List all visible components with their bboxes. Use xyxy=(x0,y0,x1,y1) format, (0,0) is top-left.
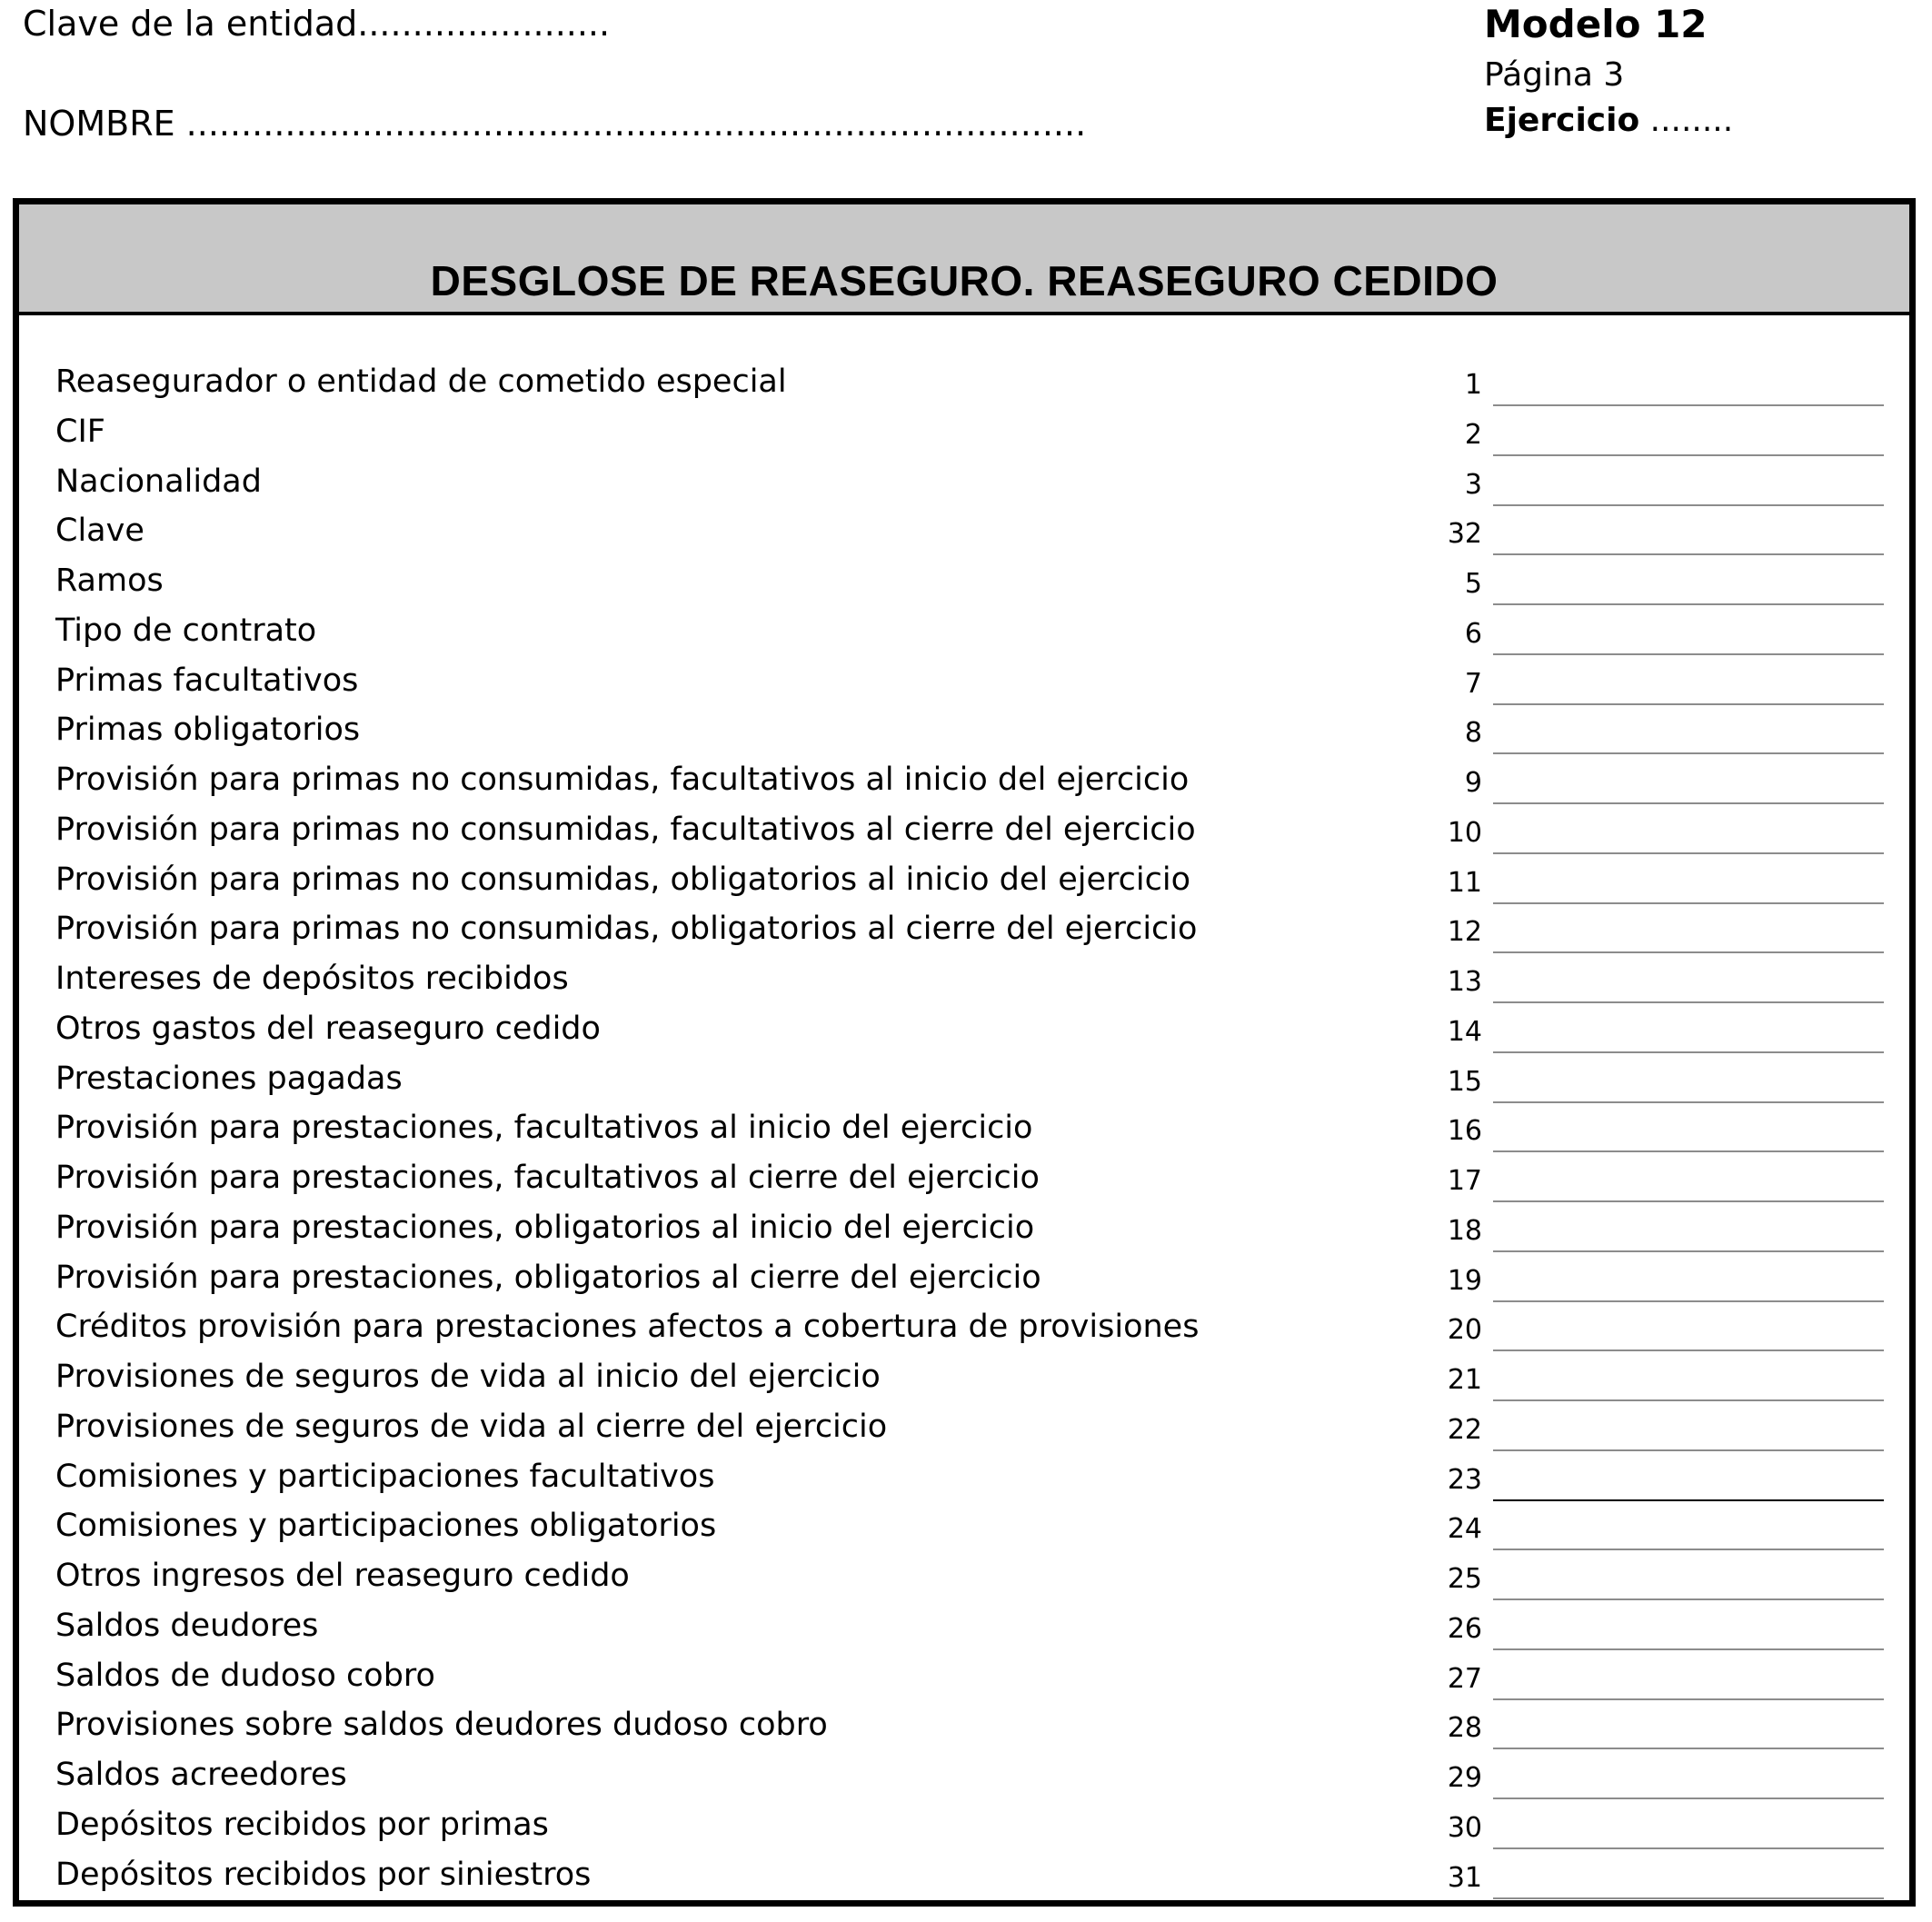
row-code: 10 xyxy=(1447,816,1482,849)
row-entry-field[interactable] xyxy=(1493,1798,1884,1799)
row-entry-field[interactable] xyxy=(1493,1150,1884,1152)
row-entry-field[interactable] xyxy=(1493,1897,1884,1899)
row-code: 26 xyxy=(1447,1612,1482,1645)
form-row xyxy=(19,1153,1909,1203)
row-code: 20 xyxy=(1447,1314,1482,1347)
row-code: 15 xyxy=(1447,1065,1482,1098)
row-entry-field[interactable] xyxy=(1493,752,1884,754)
row-entry-field[interactable] xyxy=(1493,1449,1884,1451)
row-entry-field[interactable] xyxy=(1493,1399,1884,1401)
row-entry-field[interactable] xyxy=(1493,1549,1884,1550)
form-row xyxy=(19,1402,1909,1452)
row-code: 22 xyxy=(1447,1413,1482,1446)
row-entry-field[interactable] xyxy=(1493,1598,1884,1600)
row-code: 30 xyxy=(1447,1811,1482,1844)
row-entry-field[interactable] xyxy=(1493,1698,1884,1700)
form-row xyxy=(19,357,1909,407)
form-row xyxy=(19,1750,1909,1800)
form-row xyxy=(19,855,1909,905)
row-code: 9 xyxy=(1464,767,1482,799)
form-row xyxy=(19,1054,1909,1104)
row-code: 27 xyxy=(1447,1662,1482,1695)
row-label: Provisiones de seguros de vida al cierre del ejercicio xyxy=(55,1408,888,1445)
row-entry-field[interactable] xyxy=(1493,1101,1884,1103)
row-label: Otros ingresos del reaseguro cedido xyxy=(55,1558,630,1594)
entity-key-label: Clave de la entidad....................... xyxy=(23,4,611,44)
entity-name-label: NOMBRE .................................................................................. xyxy=(23,104,1087,144)
row-label: Tipo de contrato xyxy=(55,612,317,649)
form-row xyxy=(19,1253,1909,1303)
row-label: Provisión para prestaciones, facultativos al cierre del ejercicio xyxy=(55,1160,1040,1196)
row-label: Saldos deudores xyxy=(55,1607,319,1644)
row-code: 28 xyxy=(1447,1712,1482,1745)
row-label: Provisión para primas no consumidas, obligatorios al inicio del ejercicio xyxy=(55,861,1191,898)
row-entry-field[interactable] xyxy=(1493,1349,1884,1351)
row-entry-field[interactable] xyxy=(1493,703,1884,705)
row-code: 2 xyxy=(1464,418,1482,451)
row-code: 16 xyxy=(1447,1115,1482,1148)
row-code: 24 xyxy=(1447,1513,1482,1546)
row-entry-field[interactable] xyxy=(1493,951,1884,953)
form-row xyxy=(19,606,1909,656)
row-label: Saldos acreedores xyxy=(55,1757,347,1793)
form-row xyxy=(19,1601,1909,1651)
row-code: 5 xyxy=(1464,568,1482,600)
row-entry-field[interactable] xyxy=(1493,1499,1884,1501)
row-label: Ramos xyxy=(55,563,164,599)
fiscal-year-label xyxy=(1484,100,1733,142)
row-code: 32 xyxy=(1447,518,1482,551)
form-row xyxy=(19,1800,1909,1850)
form-row xyxy=(19,954,1909,1004)
row-label: Nacionalidad xyxy=(55,463,262,500)
form-title: DESGLOSE DE REASEGURO. REASEGURO CEDIDO xyxy=(430,257,1499,304)
row-code: 23 xyxy=(1447,1463,1482,1496)
form-row xyxy=(19,1452,1909,1502)
form-row xyxy=(19,755,1909,805)
row-code: 25 xyxy=(1447,1563,1482,1595)
form-row xyxy=(19,506,1909,556)
row-entry-field[interactable] xyxy=(1493,1300,1884,1302)
row-label: Primas facultativos xyxy=(55,662,359,699)
row-label: Comisiones y participaciones obligatorios xyxy=(55,1508,717,1545)
row-entry-field[interactable] xyxy=(1493,454,1884,456)
row-code: 31 xyxy=(1447,1861,1482,1894)
row-code: 7 xyxy=(1464,667,1482,700)
row-label: CIF xyxy=(55,413,105,450)
row-entry-field[interactable] xyxy=(1493,1051,1884,1053)
row-label: Reasegurador o entidad de cometido especial xyxy=(55,363,787,400)
row-code: 14 xyxy=(1447,1015,1482,1048)
row-code: 13 xyxy=(1447,966,1482,998)
row-label: Provisión para prestaciones, obligatorios al cierre del ejercicio xyxy=(55,1259,1041,1296)
form-row xyxy=(19,1651,1909,1701)
row-code: 17 xyxy=(1447,1165,1482,1197)
row-entry-field[interactable] xyxy=(1493,553,1884,555)
fiscal-year-title: Ejercicio xyxy=(1484,102,1640,139)
row-label: Saldos de dudoso cobro xyxy=(55,1657,435,1694)
page-number: Página 3 xyxy=(1484,56,1625,94)
row-label: Primas obligatorios xyxy=(55,712,361,749)
form-row xyxy=(19,556,1909,606)
row-label: Provisión para prestaciones, facultativos al inicio del ejercicio xyxy=(55,1110,1033,1147)
form-row xyxy=(19,1700,1909,1750)
row-label: Provisión para primas no consumidas, obligatorios al cierre del ejercicio xyxy=(55,911,1198,948)
form-row xyxy=(19,1352,1909,1402)
row-entry-field[interactable] xyxy=(1493,1250,1884,1252)
form-row xyxy=(19,1103,1909,1153)
row-label: Otros gastos del reaseguro cedido xyxy=(55,1010,601,1047)
row-code: 12 xyxy=(1447,916,1482,949)
row-label: Provisiones de seguros de vida al inicio del ejercicio xyxy=(55,1359,881,1395)
row-code: 18 xyxy=(1447,1214,1482,1247)
row-label: Intereses de depósitos recibidos xyxy=(55,961,569,997)
row-entry-field[interactable] xyxy=(1493,1847,1884,1849)
row-label: Prestaciones pagadas xyxy=(55,1060,403,1097)
model-number: Modelo 12 xyxy=(1484,2,1708,46)
row-entry-field[interactable] xyxy=(1493,1748,1884,1749)
row-entry-field[interactable] xyxy=(1493,404,1884,406)
row-label: Provisiones sobre saldos deudores dudoso cobro xyxy=(55,1707,828,1744)
form-row xyxy=(19,407,1909,457)
row-entry-field[interactable] xyxy=(1493,603,1884,605)
row-label: Clave xyxy=(55,513,144,550)
form-row xyxy=(19,1551,1909,1601)
row-label: Provisión para primas no consumidas, facultativos al inicio del ejercicio xyxy=(55,762,1190,798)
row-label: Provisión para primas no consumidas, facultativos al cierre del ejercicio xyxy=(55,811,1196,848)
row-entry-field[interactable] xyxy=(1493,504,1884,506)
row-entry-field[interactable] xyxy=(1493,802,1884,804)
fiscal-year-dots: ........ xyxy=(1639,102,1734,139)
row-code: 19 xyxy=(1447,1264,1482,1297)
form-row xyxy=(19,805,1909,855)
row-entry-field[interactable] xyxy=(1493,902,1884,904)
form-row xyxy=(19,1302,1909,1352)
form-frame xyxy=(13,198,1916,1907)
row-entry-field[interactable] xyxy=(1493,852,1884,854)
row-code: 8 xyxy=(1464,717,1482,750)
form-row xyxy=(19,1501,1909,1551)
row-entry-field[interactable] xyxy=(1493,653,1884,655)
form-row xyxy=(19,1203,1909,1253)
row-entry-field[interactable] xyxy=(1493,1001,1884,1003)
row-code: 21 xyxy=(1447,1364,1482,1396)
form-rows xyxy=(19,204,1909,1900)
row-code: 3 xyxy=(1464,468,1482,501)
row-label: Depósitos recibidos por primas xyxy=(55,1806,549,1843)
row-label: Créditos provisión para prestaciones afectos a cobertura de provisiones xyxy=(55,1309,1200,1346)
form-row xyxy=(19,1004,1909,1054)
row-code: 29 xyxy=(1447,1762,1482,1794)
form-row xyxy=(19,457,1909,507)
form-row xyxy=(19,705,1909,755)
form-row xyxy=(19,1850,1909,1900)
row-code: 6 xyxy=(1464,617,1482,650)
row-label: Provisión para prestaciones, obligatorios al inicio del ejercicio xyxy=(55,1209,1035,1246)
form-row xyxy=(19,656,1909,706)
form-row xyxy=(19,904,1909,954)
row-code: 1 xyxy=(1464,369,1482,401)
row-code: 11 xyxy=(1447,866,1482,899)
row-entry-field[interactable] xyxy=(1493,1648,1884,1650)
row-entry-field[interactable] xyxy=(1493,1200,1884,1202)
row-label: Depósitos recibidos por siniestros xyxy=(55,1856,592,1893)
row-label: Comisiones y participaciones facultativos xyxy=(55,1458,715,1495)
